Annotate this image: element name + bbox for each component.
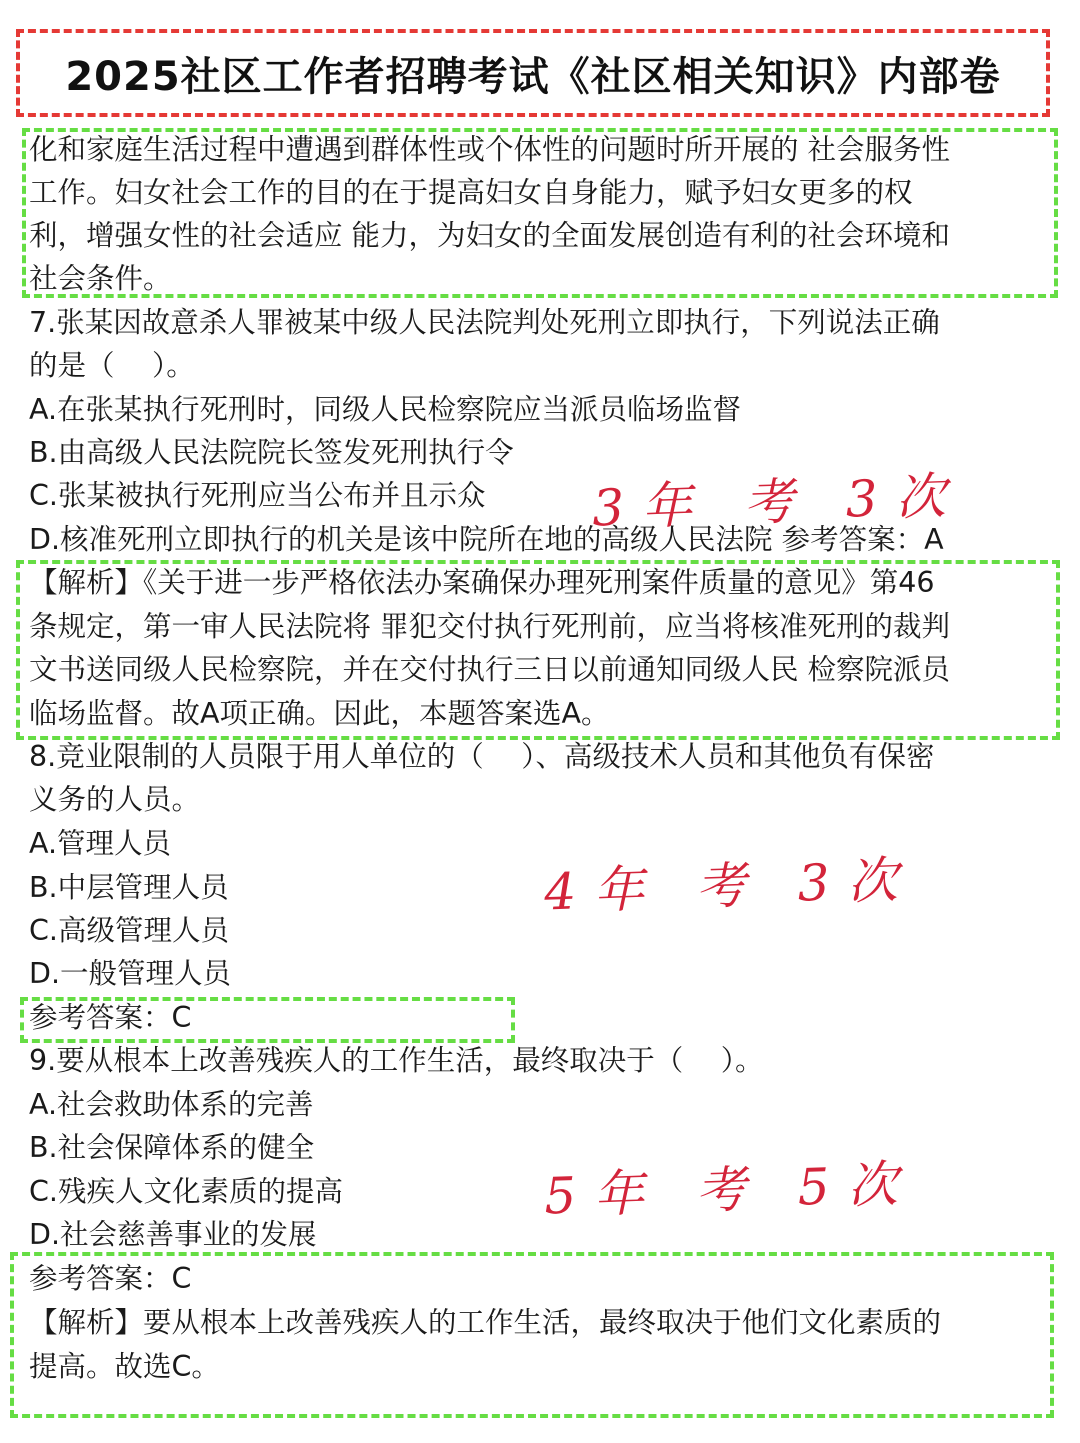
q9-analysis-line: 【解析】要从根本上改善残疾人的工作生活，最终取决于他们文化素质的 [29, 1306, 942, 1339]
q7-option: C.张某被执行死刑应当公布并且示众 [29, 479, 486, 512]
title-box [16, 29, 1050, 117]
q8-option: A.管理人员 [29, 827, 172, 860]
q9-option: B.社会保障体系的健全 [29, 1131, 315, 1164]
q9-option: D.社会慈善事业的发展 [29, 1218, 317, 1251]
q8-stem-line: 义务的人员。 [29, 783, 201, 816]
q9-option: C.残疾人文化素质的提高 [29, 1175, 343, 1208]
q7-option: A.在张某执行死刑时，同级人民检察院应当派员临场监督 [29, 393, 742, 426]
q9-answer: 参考答案：C [29, 1262, 192, 1295]
intro-line: 利，增强女性的社会适应 能力，为妇女的全面发展创造有利的社会环境和 [29, 219, 951, 252]
q9-analysis-line: 提高。故选C。 [29, 1350, 220, 1383]
q7-analysis-line: 文书送同级人民检察院，并在交付执行三日以前通知同级人民 检察院派员 [29, 653, 951, 686]
intro-line: 工作。妇女社会工作的目的在于提高妇女自身能力，赋予妇女更多的权 [29, 176, 913, 209]
q9-stem: 9.要从根本上改善残疾人的工作生活，最终取决于（ ）。 [29, 1044, 764, 1077]
page-title: 2025社区工作者招聘考试《社区相关知识》内部卷 [65, 53, 1001, 100]
q8-stem-line: 8.竞业限制的人员限于用人单位的（ ）、高级技术人员和其他负有保密 [29, 740, 935, 773]
q8-option: C.高级管理人员 [29, 914, 229, 947]
q8-handwritten-note: 4年 考 3次 [543, 850, 917, 922]
q7-option: B.由高级人民法院院长签发死刑执行令 [29, 436, 514, 469]
q7-analysis-line: 【解析】《关于进一步严格依法办案确保办理死刑案件质量的意见》第46 [29, 566, 935, 599]
q8-option: B.中层管理人员 [29, 871, 229, 904]
intro-line: 社会条件。 [29, 262, 172, 295]
q7-option: D.核准死刑立即执行的机关是该中院所在地的高级人民法院 参考答案：A [29, 523, 944, 556]
q7-analysis-line: 临场监督。故A项正确。因此，本题答案选A。 [29, 697, 610, 730]
q9-handwritten-note: 5年 考 5次 [543, 1154, 917, 1226]
q9-option: A.社会救助体系的完善 [29, 1088, 314, 1121]
q7-stem-line: 7.张某因故意杀人罪被某中级人民法院判处死刑立即执行，下列说法正确 [29, 306, 940, 339]
q7-analysis-line: 条规定，第一审人民法院将 罪犯交付执行死刑前，应当将核准死刑的裁判 [29, 610, 951, 643]
intro-line: 化和家庭生活过程中遭遇到群体性或个体性的问题时所开展的 社会服务性 [29, 133, 951, 166]
q7-handwritten-note: 3年 考 3次 [591, 466, 965, 538]
q7-stem-line: 的是（ ）。 [29, 349, 195, 382]
q8-option: D.一般管理人员 [29, 957, 232, 990]
q8-answer: 参考答案：C [29, 1001, 192, 1034]
